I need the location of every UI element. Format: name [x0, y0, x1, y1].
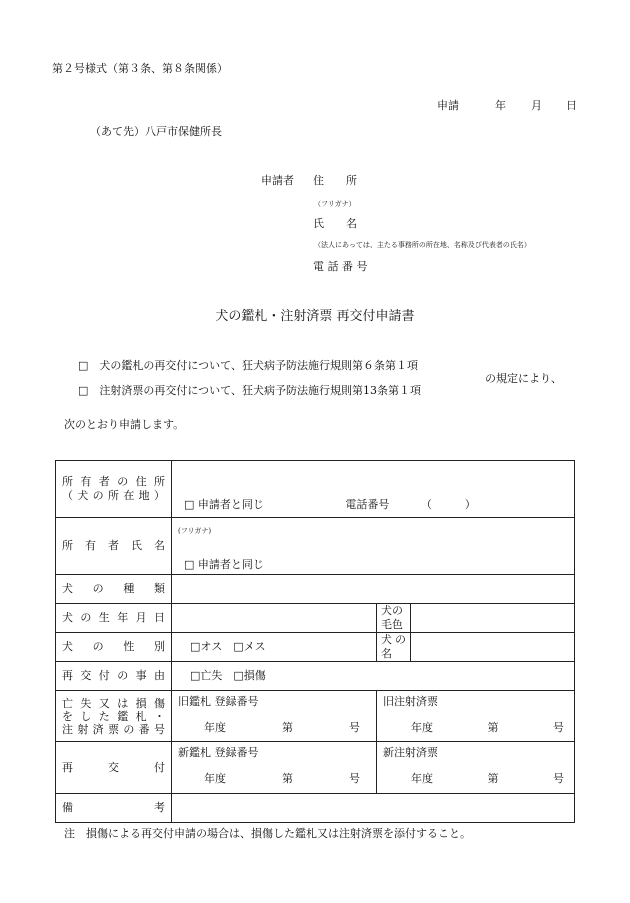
birth-date-field[interactable]: [172, 604, 377, 633]
owner-furigana-label: (フリガナ): [178, 527, 212, 535]
form-number: 第２号様式（第３条、第８条関係）: [52, 62, 228, 75]
option-shot-reissue[interactable]: □ 注射済票の再交付について、狂犬病予防法施行規則第13条第１項: [78, 384, 421, 397]
furigana-label: （フリガナ）: [314, 200, 356, 208]
old-shot-field[interactable]: [377, 691, 575, 742]
old-shot-number: 年度 第 号: [411, 721, 564, 734]
footer-note: 注 損傷による再交付申請の場合は、損傷した鑑札又は注射済票を添付すること。: [64, 827, 471, 840]
old-tag-field[interactable]: [172, 691, 377, 742]
name-label: 氏 名: [313, 217, 357, 230]
remarks-field[interactable]: [172, 794, 575, 823]
same-as-applicant-checkbox[interactable]: □ 申請者と同じ: [184, 498, 264, 511]
row-birth-color: [56, 604, 575, 633]
owner-same-as-applicant-checkbox[interactable]: □ 申請者と同じ: [184, 558, 264, 571]
new-tag-label: 新鑑札 登録番号: [178, 746, 259, 759]
color-label: 犬の毛色: [377, 604, 411, 633]
reissue-label: 再交付: [56, 742, 172, 794]
addressee: （あて先）八戸市保健所長: [90, 125, 222, 138]
owner-name-label: 所有者氏名: [56, 518, 172, 575]
breed-field[interactable]: [172, 575, 575, 604]
new-shot-number: 年度 第 号: [411, 772, 564, 785]
phone-number-label: 電話番号: [345, 498, 390, 511]
applicant-label: 申請者: [261, 174, 294, 187]
lost-numbers-label: 亡失又は損傷 をした鑑札・ 注射済票の番号: [56, 691, 172, 742]
application-label: 申請: [437, 99, 459, 112]
dog-name-field[interactable]: [411, 633, 575, 662]
new-shot-field[interactable]: [377, 742, 575, 794]
row-owner-name: [56, 518, 575, 575]
row-breed: [56, 575, 575, 604]
document-title: 犬の鑑札・注射済票 再交付申請書: [215, 309, 415, 324]
application-table: [55, 460, 575, 823]
old-shot-label: 旧注射済票: [383, 695, 438, 708]
corporation-note: （法人にあっては、主たる事務所の所在地、名称及び代表者の氏名）: [314, 241, 531, 249]
remarks-label: 備考: [56, 794, 172, 823]
sex-label: 犬の性別: [56, 633, 172, 662]
row-remarks: [56, 794, 575, 823]
color-field[interactable]: [411, 604, 575, 633]
row-reason: [56, 662, 575, 691]
row-owner-address: [56, 461, 575, 518]
row-sex-name: [56, 633, 575, 662]
row-reissue: [56, 742, 575, 794]
old-tag-label: 旧鑑札 登録番号: [178, 695, 259, 708]
owner-name-field[interactable]: [172, 518, 575, 575]
option-tag-reissue[interactable]: □ 犬の鑑札の再交付について、狂犬病予防法施行規則第６条第１項: [78, 359, 418, 372]
phone-number-paren[interactable]: （ ）: [420, 498, 476, 511]
owner-address-field[interactable]: [172, 461, 575, 518]
birth-date-label: 犬の生年月日: [56, 604, 172, 633]
owner-address-label: 所有者の住所 （犬の所在地）: [56, 461, 172, 518]
dog-name-label: 犬の名: [377, 633, 411, 662]
sex-options[interactable]: □オス □メス: [172, 633, 377, 662]
address-label: 住 所: [313, 174, 357, 187]
new-shot-label: 新注射済票: [383, 746, 438, 759]
row-lost-numbers: [56, 691, 575, 742]
year-label: 年: [495, 99, 506, 112]
day-label: 日: [566, 99, 577, 112]
reason-label: 再交付の事由: [56, 662, 172, 691]
new-tag-field[interactable]: [172, 742, 377, 794]
reason-options[interactable]: □亡失 □損傷: [172, 662, 575, 691]
month-label: 月: [531, 99, 542, 112]
breed-label: 犬の種類: [56, 575, 172, 604]
new-tag-number: 年度 第 号: [204, 772, 360, 785]
phone-label: 電 話 番 号: [313, 260, 368, 273]
intro-text: 次のとおり申請します。: [64, 418, 185, 431]
old-tag-number: 年度 第 号: [204, 721, 360, 734]
options-suffix: の規定により、: [485, 372, 562, 385]
